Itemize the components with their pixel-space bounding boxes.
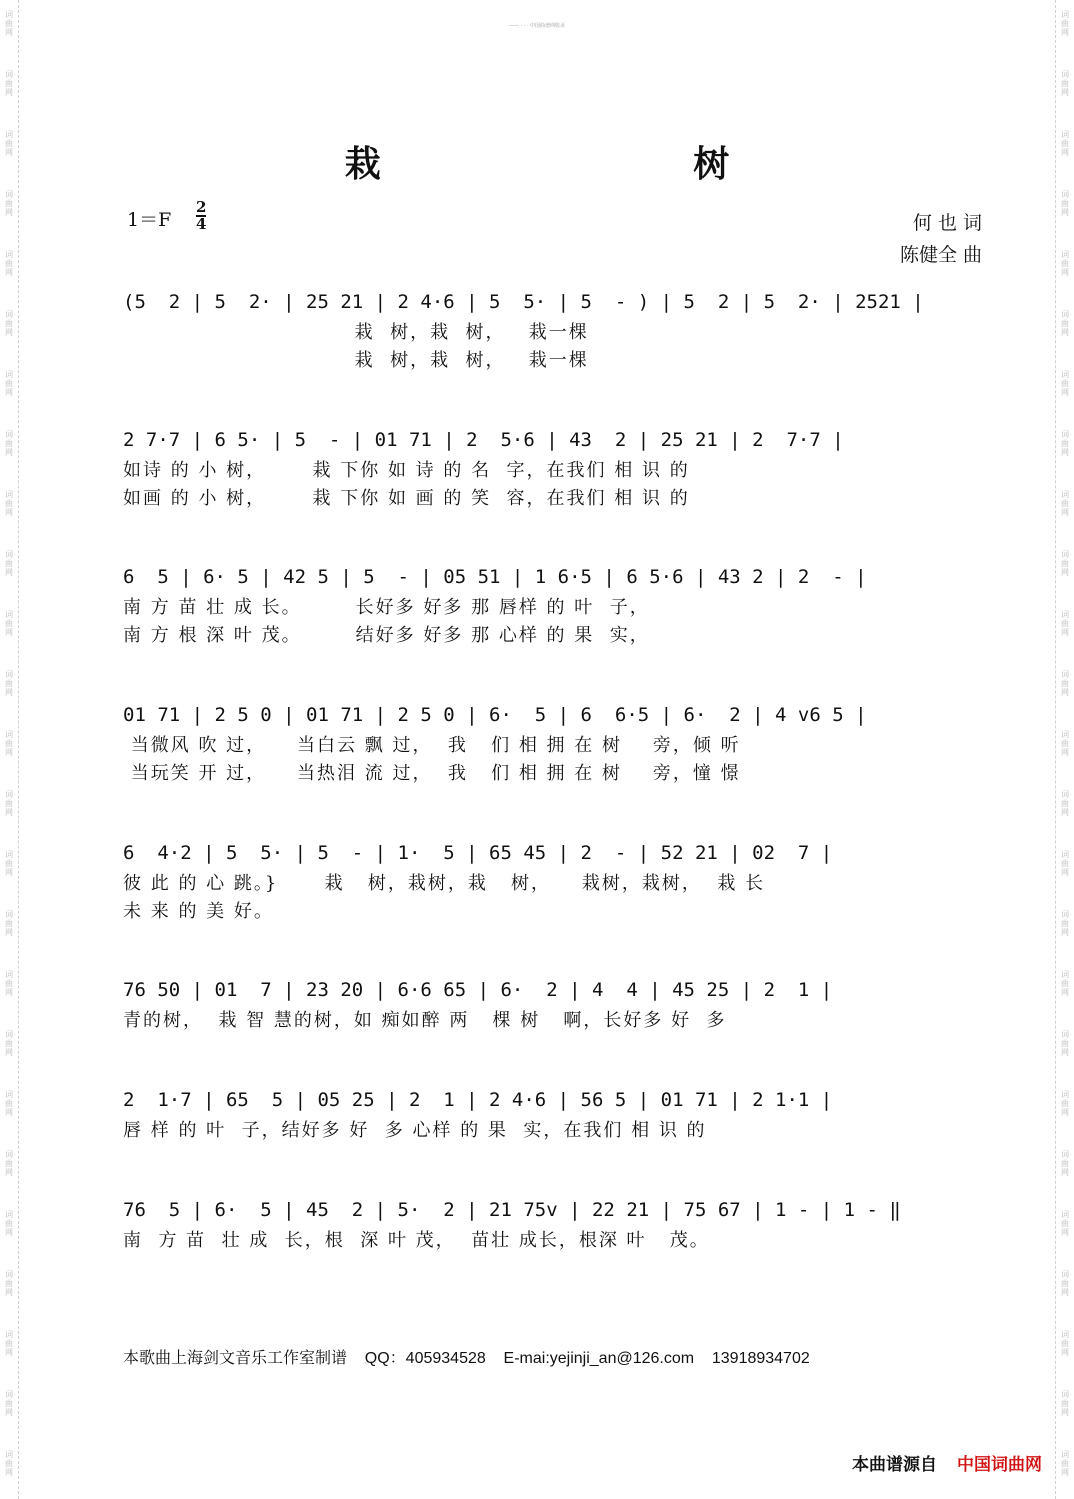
- watermark-text: 词曲网: [1061, 310, 1069, 337]
- watermark-text: 词曲网: [1061, 1090, 1069, 1117]
- watermark-text: 词曲网: [1061, 610, 1069, 637]
- note-line: 76 5 | 6· 5 | 45 2 | 5· 2 | 21 75v | 22 21 | 75 67 | 1 - | 1 - ‖: [123, 1199, 901, 1221]
- watermark-text: 词曲网: [5, 70, 13, 97]
- lyric-line: 南 方 苗 壮 成 长。 长好多 好多 那 唇样 的 叶 子，: [123, 597, 650, 618]
- lyric-line: 唇 样 的 叶 子，结好多 好 多 心样 的 果 实，在我们 相 识 的: [123, 1120, 707, 1141]
- watermark-text: 词曲网: [5, 670, 13, 697]
- watermark-text: 词曲网: [5, 850, 13, 877]
- watermark-text: 词曲网: [5, 190, 13, 217]
- watermark-text: 词曲网: [5, 970, 13, 997]
- watermark-text: 词曲网: [1061, 1150, 1069, 1177]
- watermark-text: 词曲网: [1061, 1030, 1069, 1057]
- watermark-text: 词曲网: [1061, 910, 1069, 937]
- key-signature: 1＝F: [127, 209, 172, 231]
- score-system: [123, 1083, 983, 1145]
- song-title: 栽 树: [344, 143, 880, 185]
- lyric-line: 未 来 的 美 好。: [123, 901, 274, 922]
- lyricist-credit: 何 也 词: [912, 212, 982, 234]
- watermark-text: 词曲网: [5, 1270, 13, 1297]
- watermark-text: 词曲网: [5, 730, 13, 757]
- note-line: 2 1·7 | 65 5 | 05 25 | 2 1 | 2 4·6 | 56 5 | 01 71 | 2 1·1 |: [123, 1089, 833, 1111]
- watermark-text: 词曲网: [5, 1150, 13, 1177]
- watermark-text: 词曲网: [1061, 370, 1069, 397]
- score-system: [123, 836, 983, 926]
- score-system: [123, 698, 983, 788]
- lyric-line: 南 方 苗 壮 成 长，根 深 叶 茂， 苗壮 成长，根深 叶 茂。: [123, 1230, 710, 1251]
- lyric-line: 栽 树，栽 树， 栽一棵: [123, 350, 589, 371]
- lyric-line: 南 方 根 深 叶 茂。 结好多 好多 那 心样 的 果 实，: [123, 625, 650, 646]
- note-line: 76 50 | 01 7 | 23 20 | 6·6 65 | 6· 2 | 4 4 | 45 25 | 2 1 |: [123, 979, 833, 1001]
- time-signature: [196, 200, 206, 232]
- watermark-text: 词曲网: [1061, 10, 1069, 37]
- left-watermark-strip: [0, 0, 19, 1499]
- watermark-text: 词曲网: [1061, 1330, 1069, 1357]
- source-label: 本曲谱源自: [852, 1455, 937, 1475]
- watermark-text: 词曲网: [1061, 1210, 1069, 1237]
- watermark-text: 词曲网: [5, 490, 13, 517]
- watermark-text: 词曲网: [5, 430, 13, 457]
- watermark-text: 词曲网: [5, 1090, 13, 1117]
- lyric-line: 当微风 吹 过， 当白云 飘 过， 我 们 相 拥 在 树 旁，倾 听: [123, 735, 741, 756]
- note-line: 01 71 | 2 5 0 | 01 71 | 2 5 0 | 6· 5 | 6 6·5 | 6· 2 | 4 v6 5 |: [123, 704, 867, 726]
- source-site-link[interactable]: 中国词曲网: [957, 1455, 1042, 1475]
- watermark-text: 词曲网: [1061, 130, 1069, 157]
- header-small-text: —— · · · 中国曲谱网收录: [508, 23, 566, 29]
- watermark-text: 词曲网: [1061, 970, 1069, 997]
- watermark-text: 词曲网: [5, 910, 13, 937]
- watermark-text: 词曲网: [5, 1390, 13, 1417]
- watermark-text: 词曲网: [5, 610, 13, 637]
- watermark-text: 词曲网: [5, 10, 13, 37]
- lyric-line: 如画 的 小 树， 栽 下你 如 画 的 笑 容，在我们 相 识 的: [123, 488, 690, 509]
- score-system: [123, 973, 983, 1035]
- score-system: [123, 560, 983, 650]
- watermark-text: 词曲网: [1061, 70, 1069, 97]
- note-line: 6 4·2 | 5 5· | 5 - | 1· 5 | 65 45 | 2 - | 52 21 | 02 7 |: [123, 842, 833, 864]
- score-system: [123, 1193, 983, 1255]
- source-credit: [852, 1450, 1042, 1475]
- watermark-text: 词曲网: [1061, 250, 1069, 277]
- watermark-text: 词曲网: [1061, 1450, 1069, 1477]
- note-line: 6 5 | 6· 5 | 42 5 | 5 - | 05 51 | 1 6·5 | 6 5·6 | 43 2 | 2 - |: [123, 566, 867, 588]
- time-signature-bottom: 4: [196, 215, 207, 233]
- watermark-text: 词曲网: [5, 310, 13, 337]
- watermark-text: 词曲网: [1061, 1270, 1069, 1297]
- watermark-text: 词曲网: [5, 250, 13, 277]
- note-line: (5 2 | 5 2· | 25 21 | 2 4·6 | 5 5· | 5 - ) | 5 2 | 5 2· | 2521 |: [123, 291, 924, 313]
- watermark-text: 词曲网: [5, 370, 13, 397]
- time-signature-top: 2: [196, 198, 207, 216]
- watermark-text: 词曲网: [1061, 790, 1069, 817]
- right-watermark-strip: [1055, 0, 1074, 1499]
- score-system: [123, 285, 983, 375]
- watermark-text: 词曲网: [5, 1030, 13, 1057]
- watermark-text: 词曲网: [5, 130, 13, 157]
- watermark-text: 词曲网: [5, 550, 13, 577]
- watermark-text: 词曲网: [1061, 190, 1069, 217]
- watermark-text: 词曲网: [1061, 850, 1069, 877]
- watermark-text: 词曲网: [5, 1330, 13, 1357]
- watermark-text: 词曲网: [5, 1210, 13, 1237]
- lyric-line: 彼 此 的 心 跳。} 栽 树，栽树，栽 树， 栽树，栽树， 栽 长: [123, 873, 766, 894]
- watermark-text: 词曲网: [1061, 550, 1069, 577]
- note-line: 2 7·7 | 6 5· | 5 - | 01 71 | 2 5·6 | 43 2 | 25 21 | 2 7·7 |: [123, 429, 844, 451]
- watermark-text: 词曲网: [1061, 670, 1069, 697]
- composer-credit: 陈健全 曲: [899, 244, 982, 266]
- footer-credits: 本歌曲上海剑文音乐工作室制谱 QQ：405934528 E-mai:yejinji_an@126.com 13918934702: [123, 1350, 810, 1367]
- watermark-text: 词曲网: [1061, 730, 1069, 757]
- lyric-line: 当玩笑 开 过， 当热泪 流 过， 我 们 相 拥 在 树 旁，憧 憬: [123, 763, 741, 784]
- watermark-text: 词曲网: [5, 1450, 13, 1477]
- watermark-text: 词曲网: [1061, 490, 1069, 517]
- lyric-line: 如诗 的 小 树， 栽 下你 如 诗 的 名 字，在我们 相 识 的: [123, 460, 690, 481]
- watermark-text: 词曲网: [1061, 1390, 1069, 1417]
- lyric-line: 栽 树，栽 树， 栽一棵: [123, 322, 589, 343]
- score-system: [123, 423, 983, 513]
- watermark-text: 词曲网: [5, 790, 13, 817]
- watermark-text: 词曲网: [1061, 430, 1069, 457]
- lyric-line: 青的树， 栽 智 慧的树，如 痴如醉 两 棵 树 啊，长好多 好 多: [123, 1010, 727, 1031]
